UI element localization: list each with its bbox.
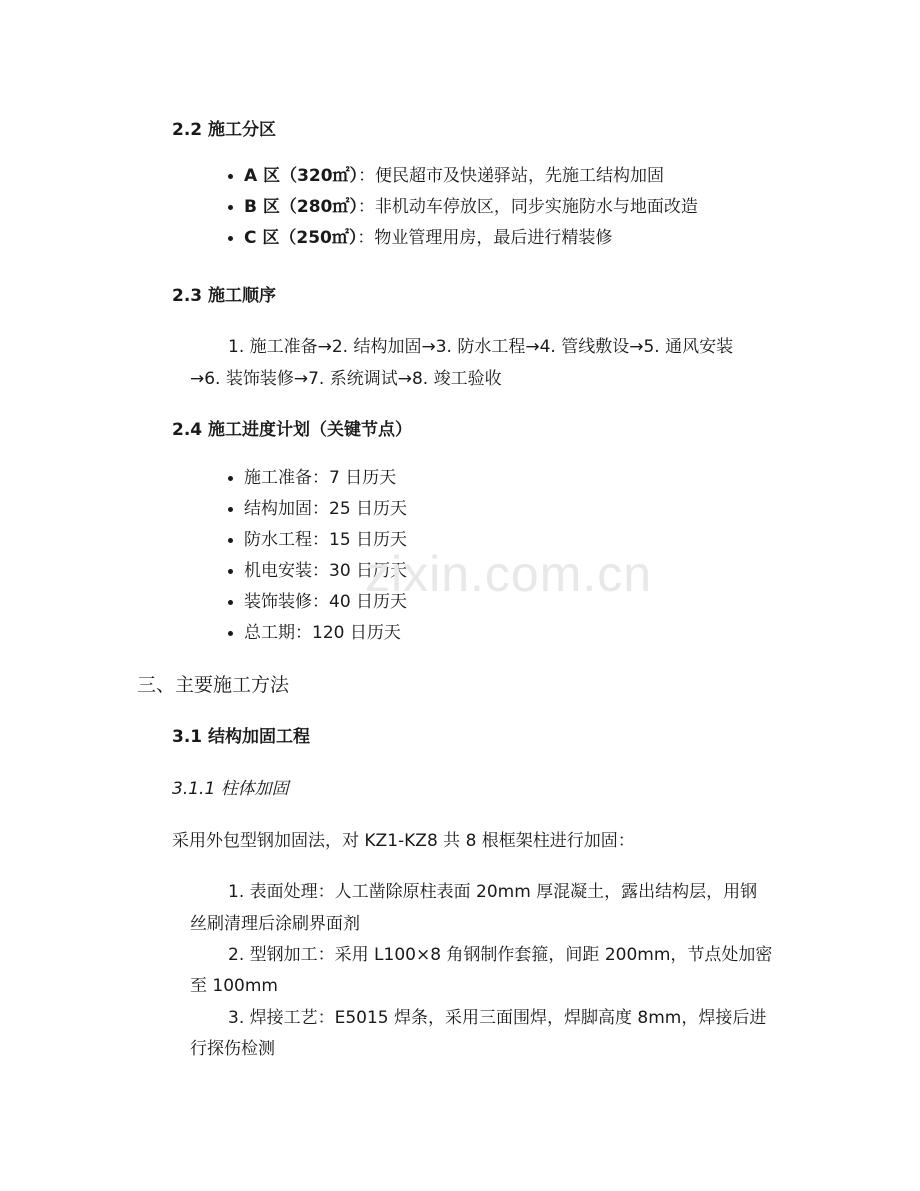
- list-item: 结构加固：25 日历天: [228, 494, 407, 525]
- step-3-line-2: 行探伤检测: [190, 1039, 275, 1059]
- list-item: [228, 192, 698, 223]
- section-3-1-heading: 3.1 结构加固工程: [172, 727, 311, 747]
- sequence-line-2: →6. 装饰装修→7. 系统调试→8. 竣工验收: [190, 369, 502, 389]
- chapter-3-heading: 三、主要施工方法: [137, 674, 290, 696]
- step-2-line-1: 2. 型钢加工：采用 L100×8 角钢制作套箍，间距 200mm，节点处加密: [228, 945, 773, 965]
- sequence-line-1: 1. 施工准备→2. 结构加固→3. 防水工程→4. 管线敷设→5. 通风安装: [228, 337, 734, 357]
- zone-text: ：非机动车停放区，同步实施防水与地面改造: [357, 197, 698, 217]
- list-item: 装饰装修：40 日历天: [228, 587, 407, 618]
- step-2-line-2: 至 100mm: [190, 976, 278, 996]
- watermark: zixin.com.cn: [365, 546, 653, 602]
- zone-text: ：物业管理用房，最后进行精装修: [357, 228, 613, 248]
- list-item: 机电安装：30 日历天: [228, 556, 407, 587]
- section-2-2-heading: 2.2 施工分区: [172, 120, 277, 140]
- section-2-3-heading: 2.3 施工顺序: [172, 286, 277, 306]
- section-3-1-1-heading: 3.1.1 柱体加固: [172, 779, 289, 799]
- list-item: 防水工程：15 日历天: [228, 525, 407, 556]
- zone-label: C 区（250㎡）: [244, 228, 358, 248]
- zone-label: A 区（320㎡）: [244, 166, 359, 186]
- intro-paragraph: 采用外包型钢加固法，对 KZ1-KZ8 共 8 根框架柱进行加固：: [172, 831, 635, 851]
- list-item: 施工准备：7 日历天: [228, 463, 407, 494]
- zone-label: B 区（280㎡）: [244, 197, 358, 217]
- section-2-4-heading: 2.4 施工进度计划（关键节点）: [172, 420, 413, 440]
- list-item: 总工期：120 日历天: [228, 618, 407, 649]
- zone-list: [228, 161, 698, 254]
- list-item: [228, 161, 698, 192]
- step-1-line-2: 丝刷清理后涂刷界面剂: [190, 914, 360, 934]
- step-1-line-1: 1. 表面处理：人工凿除原柱表面 20mm 厚混凝土，露出结构层，用钢: [228, 882, 758, 902]
- step-3-line-1: 3. 焊接工艺：E5015 焊条，采用三面围焊，焊脚高度 8mm，焊接后进: [228, 1008, 767, 1028]
- zone-text: ：便民超市及快递驿站，先施工结构加固: [358, 166, 665, 186]
- list-item: [228, 223, 698, 254]
